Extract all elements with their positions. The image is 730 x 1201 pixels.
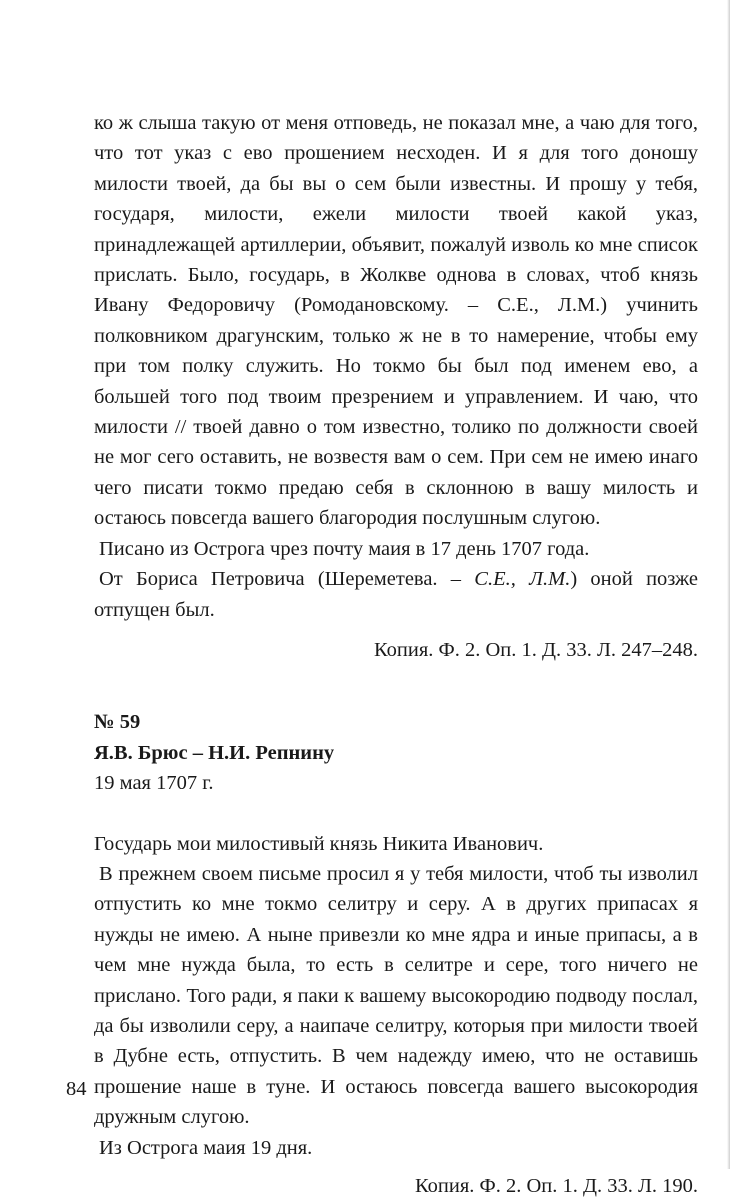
- doc59-written-from: Из Острога маия 19 дня.: [99, 1136, 313, 1159]
- doc59-date: 19 мая 1707 г.: [94, 772, 214, 795]
- doc59-body-paragraph: В прежнем своем письме просил я у тебя милости, чтоб ты изволил отпустить ко мне токмо селитру и серу. А в других припасах я нужды не имею. А ныне привезли ко мне ядра и иные припасы, а в чем мне нужда была, то есть в селитре и сере, того ничего не прислано. Того ради, я паки к вашему высокородию подводу послал, да бы изволили серу, а наипаче селитру, которыя при милости твоей в Дубне есть, отпустить. В чем надежду имею, что не оставишь прошение наше в туне. И остаюсь повсегда вашего высокородия дружным слугою.: [94, 862, 698, 1129]
- doc59-heading: Я.В. Брюс – Н.И. Репнину: [94, 741, 335, 764]
- doc59-number: № 59: [94, 711, 141, 734]
- doc58-note: [94, 564, 698, 625]
- doc58-note-prefix: От Бориса Петровича (Шереметева. –: [99, 568, 475, 591]
- doc58-source-reference: Копия. Ф. 2. Оп. 1. Д. 33. Л. 247–248.: [373, 638, 698, 661]
- doc58-note-editors: С.Е., Л.М.: [474, 568, 571, 591]
- doc58-written-from: Писано из Острога чрез почту маия в 17 день 1707 года.: [99, 537, 590, 560]
- doc58-body-paragraph: ко ж слыша такую от меня отповедь, не показал мне, а чаю для того, что тот указ с ево прошением несходен. И я для того доношу милости твоей, да бы вы о сем были известны. И прошу у тебя, государя, милости, ежели милости твоей какой указ, принадлежащей артиллерии, объявит, пожалуй изволь ко мне список прислать. Было, государь, в Жолкве однова в словах, чтоб князь Ивану Федоровичу (Ромодановскому. – С.Е., Л.М.) учинить полковником драгунским, только ж не в то намерение, чтобы ему при том полку служить. Но токмо бы был под именем ево, а большей того под твоим презрением и управлением. И чаю, что милости // твоей давно о том известно, толико по должности своей не мог сего оставить, не возвестя вам о сем. При сем не имею инаго чего писати токмо предаю себя в склонною в вашу милость и остаюсь повсегда вашего благородия послушным слугою.: [94, 112, 698, 530]
- doc58-note-suffix: ) оной позже отпущен был.: [94, 568, 699, 621]
- page-number: 84: [66, 1078, 87, 1100]
- page-text-block: [94, 108, 698, 1201]
- doc59-greeting: Государь мои милостивый князь Никита Иванович.: [94, 832, 544, 855]
- doc59-source-reference: Копия. Ф. 2. Оп. 1. Д. 33. Л. 190.: [414, 1175, 698, 1197]
